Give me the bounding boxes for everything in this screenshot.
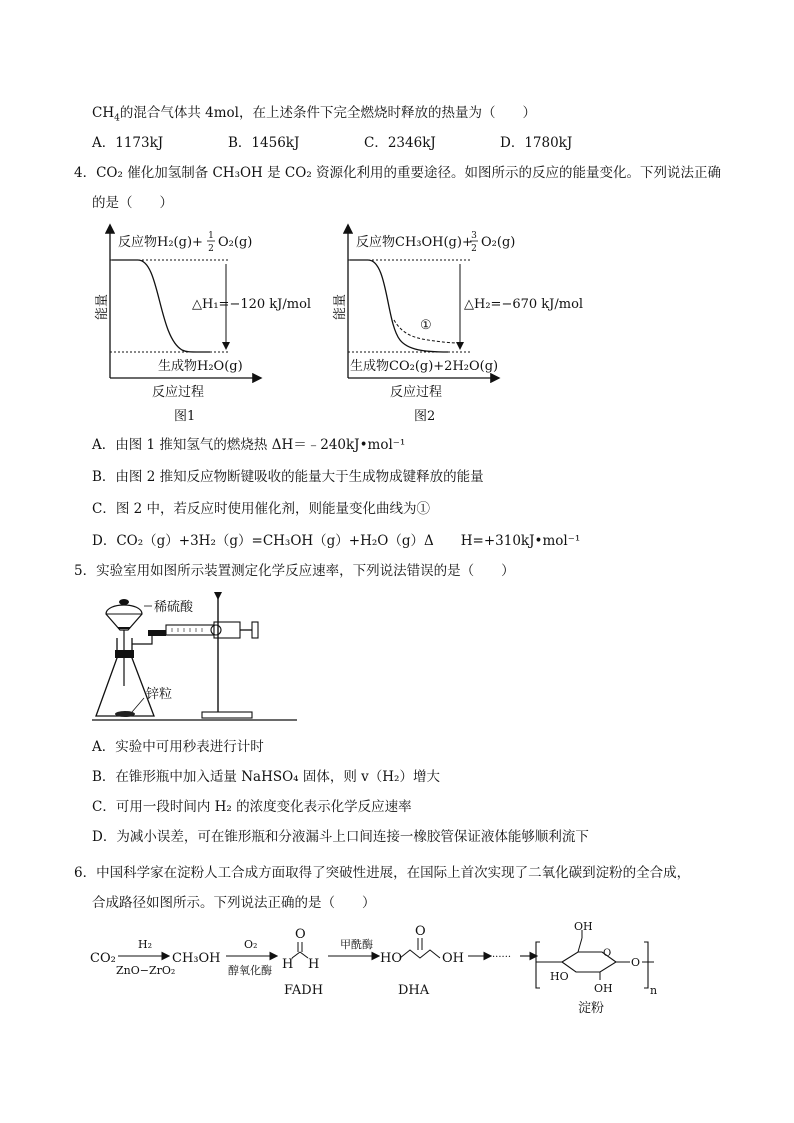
dha-oxygen: O: [415, 924, 426, 939]
q3-option-a: A．1173kJ: [92, 135, 164, 151]
fig2-dh-label: △H₂=−670 kJ/mol: [464, 297, 584, 312]
q5-option-b: B．在锥形瓶中加入适量 NaHSO₄ 固体，则 v（H₂）增大: [92, 769, 440, 785]
catalyst-label: ZnO−ZrO₂: [116, 964, 176, 977]
starch-ho: HO: [550, 970, 569, 983]
ellipsis-steps: ······: [492, 952, 512, 963]
q3-option-d: D．1780kJ: [500, 135, 573, 151]
ch3oh-label: CH₃OH: [172, 951, 221, 966]
fig1-dh-label: △H₁=−120 kJ/mol: [192, 297, 312, 312]
q4-stem-line1: 4．CO₂ 催化加氢制备 CH₃OH 是 CO₂ 资源化利用的重要途径。如图所示的反应的能量变化。下列说法正确: [74, 165, 722, 181]
fadh-h-left: H: [282, 957, 294, 972]
fig2-frac-num: 3: [471, 231, 477, 241]
dha-oh: OH: [442, 951, 464, 966]
dha-ho: HO: [380, 951, 402, 966]
fig1-product-label: 生成物H₂O(g): [158, 359, 243, 374]
bracket-right: [644, 942, 648, 988]
fig1-reactant-tail: O₂(g): [218, 235, 253, 250]
q5-option-d: D．为减小误差，可在锥形瓶和分液漏斗上口间连接一橡胶管保证液体能够顺利流下: [92, 829, 589, 845]
q4-option-c: C．图 2 中，若反应时使用催化剂，则能量变化曲线为①: [92, 501, 431, 517]
label-dilute-sulfuric-acid: 稀硫酸: [154, 600, 194, 615]
h2-reagent: H₂: [138, 938, 153, 951]
fig1-frac-num: 1: [208, 231, 214, 241]
q5-stem: 5．实验室用如图所示装置测定化学反应速率，下列说法错误的是（ ）: [74, 563, 515, 579]
dha-label: DHA: [398, 983, 430, 998]
connecting-tube: [148, 630, 166, 636]
fig1-reactant-label: 反应物H₂(g)+: [118, 235, 203, 250]
alcohol-oxidase-label: 醇氧化酶: [228, 964, 272, 977]
q4-option-b: B．由图 2 推知反应物断键吸收的能量大于生成物成键释放的能量: [92, 469, 484, 485]
q6-stem-line2: 合成路径如图所示。下列说法正确的是（ ）: [92, 895, 376, 911]
q4-option-a: A．由图 1 推知氢气的燃烧热 ΔH＝﹣240kJ•mol⁻¹: [92, 437, 406, 453]
separatory-funnel: [106, 605, 142, 630]
fig2-curve-label: ①: [420, 318, 432, 333]
q5-option-c: C．可用一段时间内 H₂ 的浓度变化表示化学反应速率: [92, 799, 412, 815]
label-zinc-granules: 锌粒: [146, 687, 173, 702]
bracket-left: [536, 942, 540, 988]
stand-base: [202, 712, 252, 718]
syringe-plunger: [252, 622, 258, 638]
fig2-reactant-tail: O₂(g): [481, 235, 516, 250]
funnel-stopper: [119, 599, 129, 605]
starch-label: 淀粉: [578, 1001, 605, 1016]
fig1-caption: 图1: [174, 409, 196, 424]
fig2-frac-den: 2: [471, 244, 477, 254]
fadh-oxygen: O: [295, 927, 306, 942]
starch-glycosidic-oxygen: O: [631, 956, 641, 969]
conical-flask: [96, 638, 154, 716]
polymer-n: n: [650, 984, 658, 997]
q6-stem-line1: 6．中国科学家在淀粉人工合成方面取得了突破性进展，在国际上首次实现了二氧化碳到淀粉的全合成，: [74, 865, 691, 881]
fig1-x-label: 反应过程: [152, 385, 205, 400]
synthesis-pathway-scheme: [88, 922, 708, 1022]
fadh-label: FADH: [284, 983, 324, 998]
fig2-y-label: 能量: [333, 293, 348, 320]
energy-diagram-figure2: [328, 224, 584, 424]
o2-reagent: O₂: [244, 938, 258, 951]
rubber-stopper: [115, 650, 134, 658]
q3-stem-continuation: $CH_4$的混合气体共 4mol，在上述条件下完全燃烧时释放的热量为（ ）: [92, 105, 536, 124]
fig2-product-label: 生成物CO₂(g)+2H₂O(g): [350, 359, 499, 374]
energy-diagram-figure1: [90, 224, 312, 424]
q5-option-a: A．实验中可用秒表进行计时: [92, 739, 264, 755]
q4-option-d: D．CO₂（g）+3H₂（g）=CH₃OH（g）+H₂O（g）Δ H=+310kJ•mol⁻¹: [92, 533, 581, 549]
fig2-reactant-label: 反应物CH₃OH(g)+: [356, 235, 473, 250]
q3-option-b: B．1456kJ: [228, 135, 300, 151]
fig2-caption: 图2: [414, 409, 436, 424]
rate-apparatus-figure: [92, 588, 302, 728]
starch-oh-top: OH: [574, 920, 593, 933]
fig2-energy-curve: [350, 260, 448, 352]
co2-label: CO₂: [90, 951, 116, 966]
starch-ring-oxygen: O: [603, 948, 612, 959]
q4-stem-line2: 的是（ ）: [92, 195, 173, 211]
fig1-y-label: 能量: [95, 293, 110, 320]
starch-oh-bottom: OH: [594, 982, 613, 995]
q3-option-c: C．2346kJ: [364, 135, 436, 151]
q3-options: [92, 134, 692, 152]
fig2-x-label: 反应过程: [390, 385, 443, 400]
formolase-label: 甲酰酶: [340, 938, 373, 951]
fig1-frac-den: 2: [208, 244, 214, 254]
fadh-h-right: H: [308, 957, 320, 972]
